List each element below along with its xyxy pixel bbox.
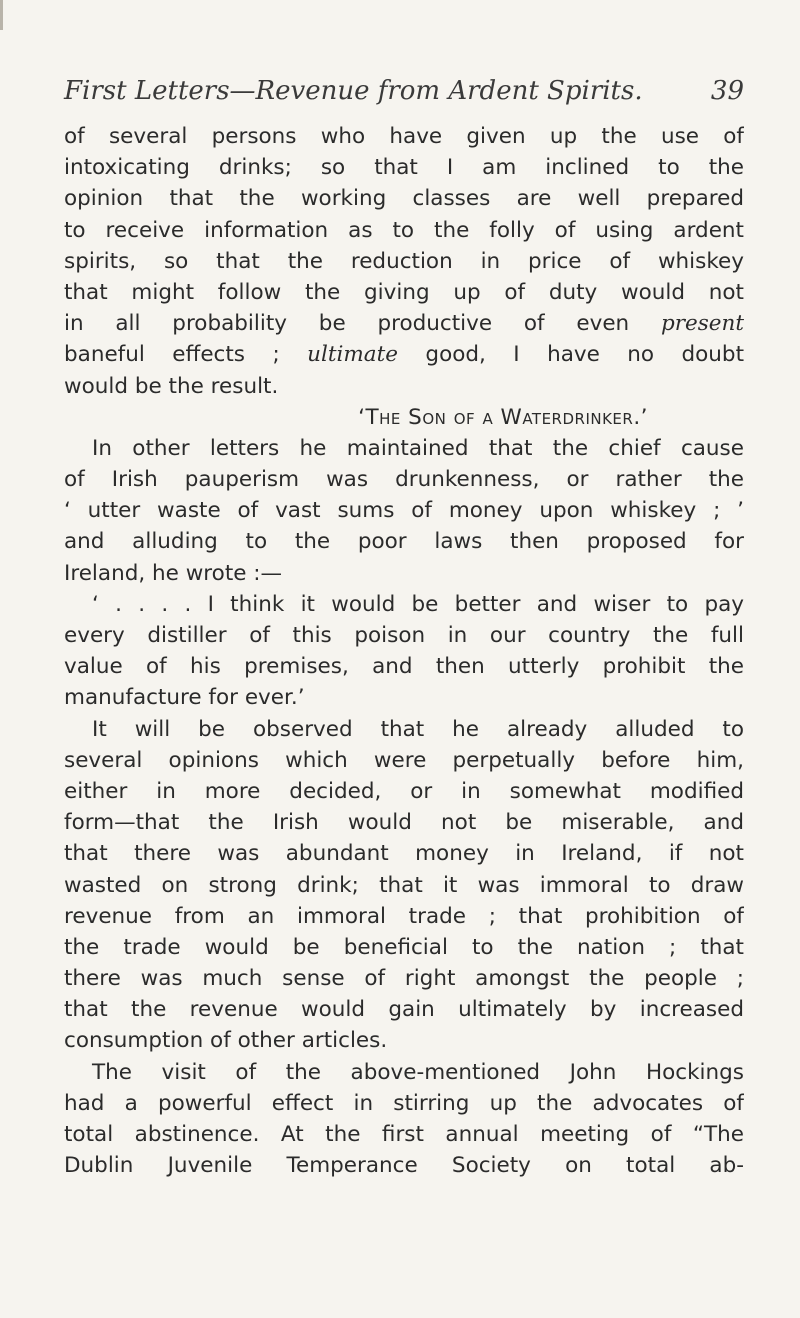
text-line: value of his premises, and then utterly prohibit the bbox=[64, 654, 744, 680]
text-line: Ireland, he wrote :— bbox=[64, 560, 283, 586]
text-line: intoxicating drinks; so that I am inclined to the bbox=[64, 155, 744, 181]
text-line: ‘ utter waste of vast sums of money upon whiskey ; ’ bbox=[64, 498, 744, 524]
text-line: there was much sense of right amongst the people ; bbox=[64, 966, 744, 992]
emphasis-present: present bbox=[660, 311, 744, 337]
text-segment: baneful effects ; bbox=[64, 342, 280, 368]
text-line: to receive information as to the folly of using ardent bbox=[64, 217, 744, 243]
text-line: that there was abundant money in Ireland, if not bbox=[64, 841, 744, 867]
text-line: and alluding to the poor laws then proposed for bbox=[64, 529, 744, 555]
text-segment: good, I have no doubt bbox=[425, 342, 744, 368]
text-line: revenue from an immoral trade ; that prohibition of bbox=[64, 903, 744, 929]
text-line: that might follow the giving up of duty would not bbox=[64, 279, 744, 305]
letter-signature: ‘The Son of a Waterdrinker.’ bbox=[358, 404, 648, 430]
text-line: wasted on strong drink; that it was immoral to draw bbox=[64, 872, 744, 898]
running-title: First Letters—Revenue from Ardent Spirits. bbox=[64, 76, 643, 106]
page-number: 39 bbox=[710, 76, 744, 106]
text-line: had a powerful effect in stirring up the advocates of bbox=[64, 1090, 744, 1116]
text-line bbox=[64, 308, 744, 339]
text-line: spirits, so that the reduction in price of whiskey bbox=[64, 248, 744, 274]
text-line: of Irish pauperism was drunkenness, or rather the bbox=[64, 467, 744, 493]
text-line: every distiller of this poison in our country the full bbox=[64, 623, 744, 648]
text-segment: in all probability be productive of even bbox=[64, 311, 630, 337]
text-line: In other letters he maintained that the chief cause bbox=[92, 435, 744, 461]
emphasis-ultimate: ultimate bbox=[307, 342, 398, 368]
body-text bbox=[64, 121, 744, 1181]
text-line: It will be observed that he already alluded to bbox=[92, 716, 744, 742]
running-head bbox=[64, 76, 744, 116]
text-line: total abstinence. At the first annual meeting of “The bbox=[64, 1122, 744, 1147]
text-line: Dublin Juvenile Temperance Society on total ab- bbox=[64, 1153, 744, 1179]
text-line: either in more decided, or in somewhat modified bbox=[64, 778, 744, 804]
text-line: that the revenue would gain ultimately by increased bbox=[64, 997, 744, 1023]
text-line: would be the result. bbox=[64, 373, 279, 399]
text-line: manufacture for ever.’ bbox=[64, 685, 305, 711]
text-line: form—that the Irish would not be miserable, and bbox=[64, 810, 744, 836]
page-edge-mark bbox=[0, 0, 3, 30]
text-line: of several persons who have given up the use of bbox=[64, 124, 744, 149]
text-line: opinion that the working classes are well prepared bbox=[64, 186, 744, 212]
text-line: several opinions which were perpetually before him, bbox=[64, 747, 744, 773]
text-line: The visit of the above-mentioned John Hockings bbox=[92, 1059, 744, 1085]
text-line: consumption of other articles. bbox=[64, 1028, 388, 1054]
text-line: the trade would be beneficial to the nation ; that bbox=[64, 934, 744, 960]
text-line: ‘ . . . . I think it would be better and wiser to pay bbox=[92, 591, 744, 617]
text-line bbox=[64, 339, 744, 370]
